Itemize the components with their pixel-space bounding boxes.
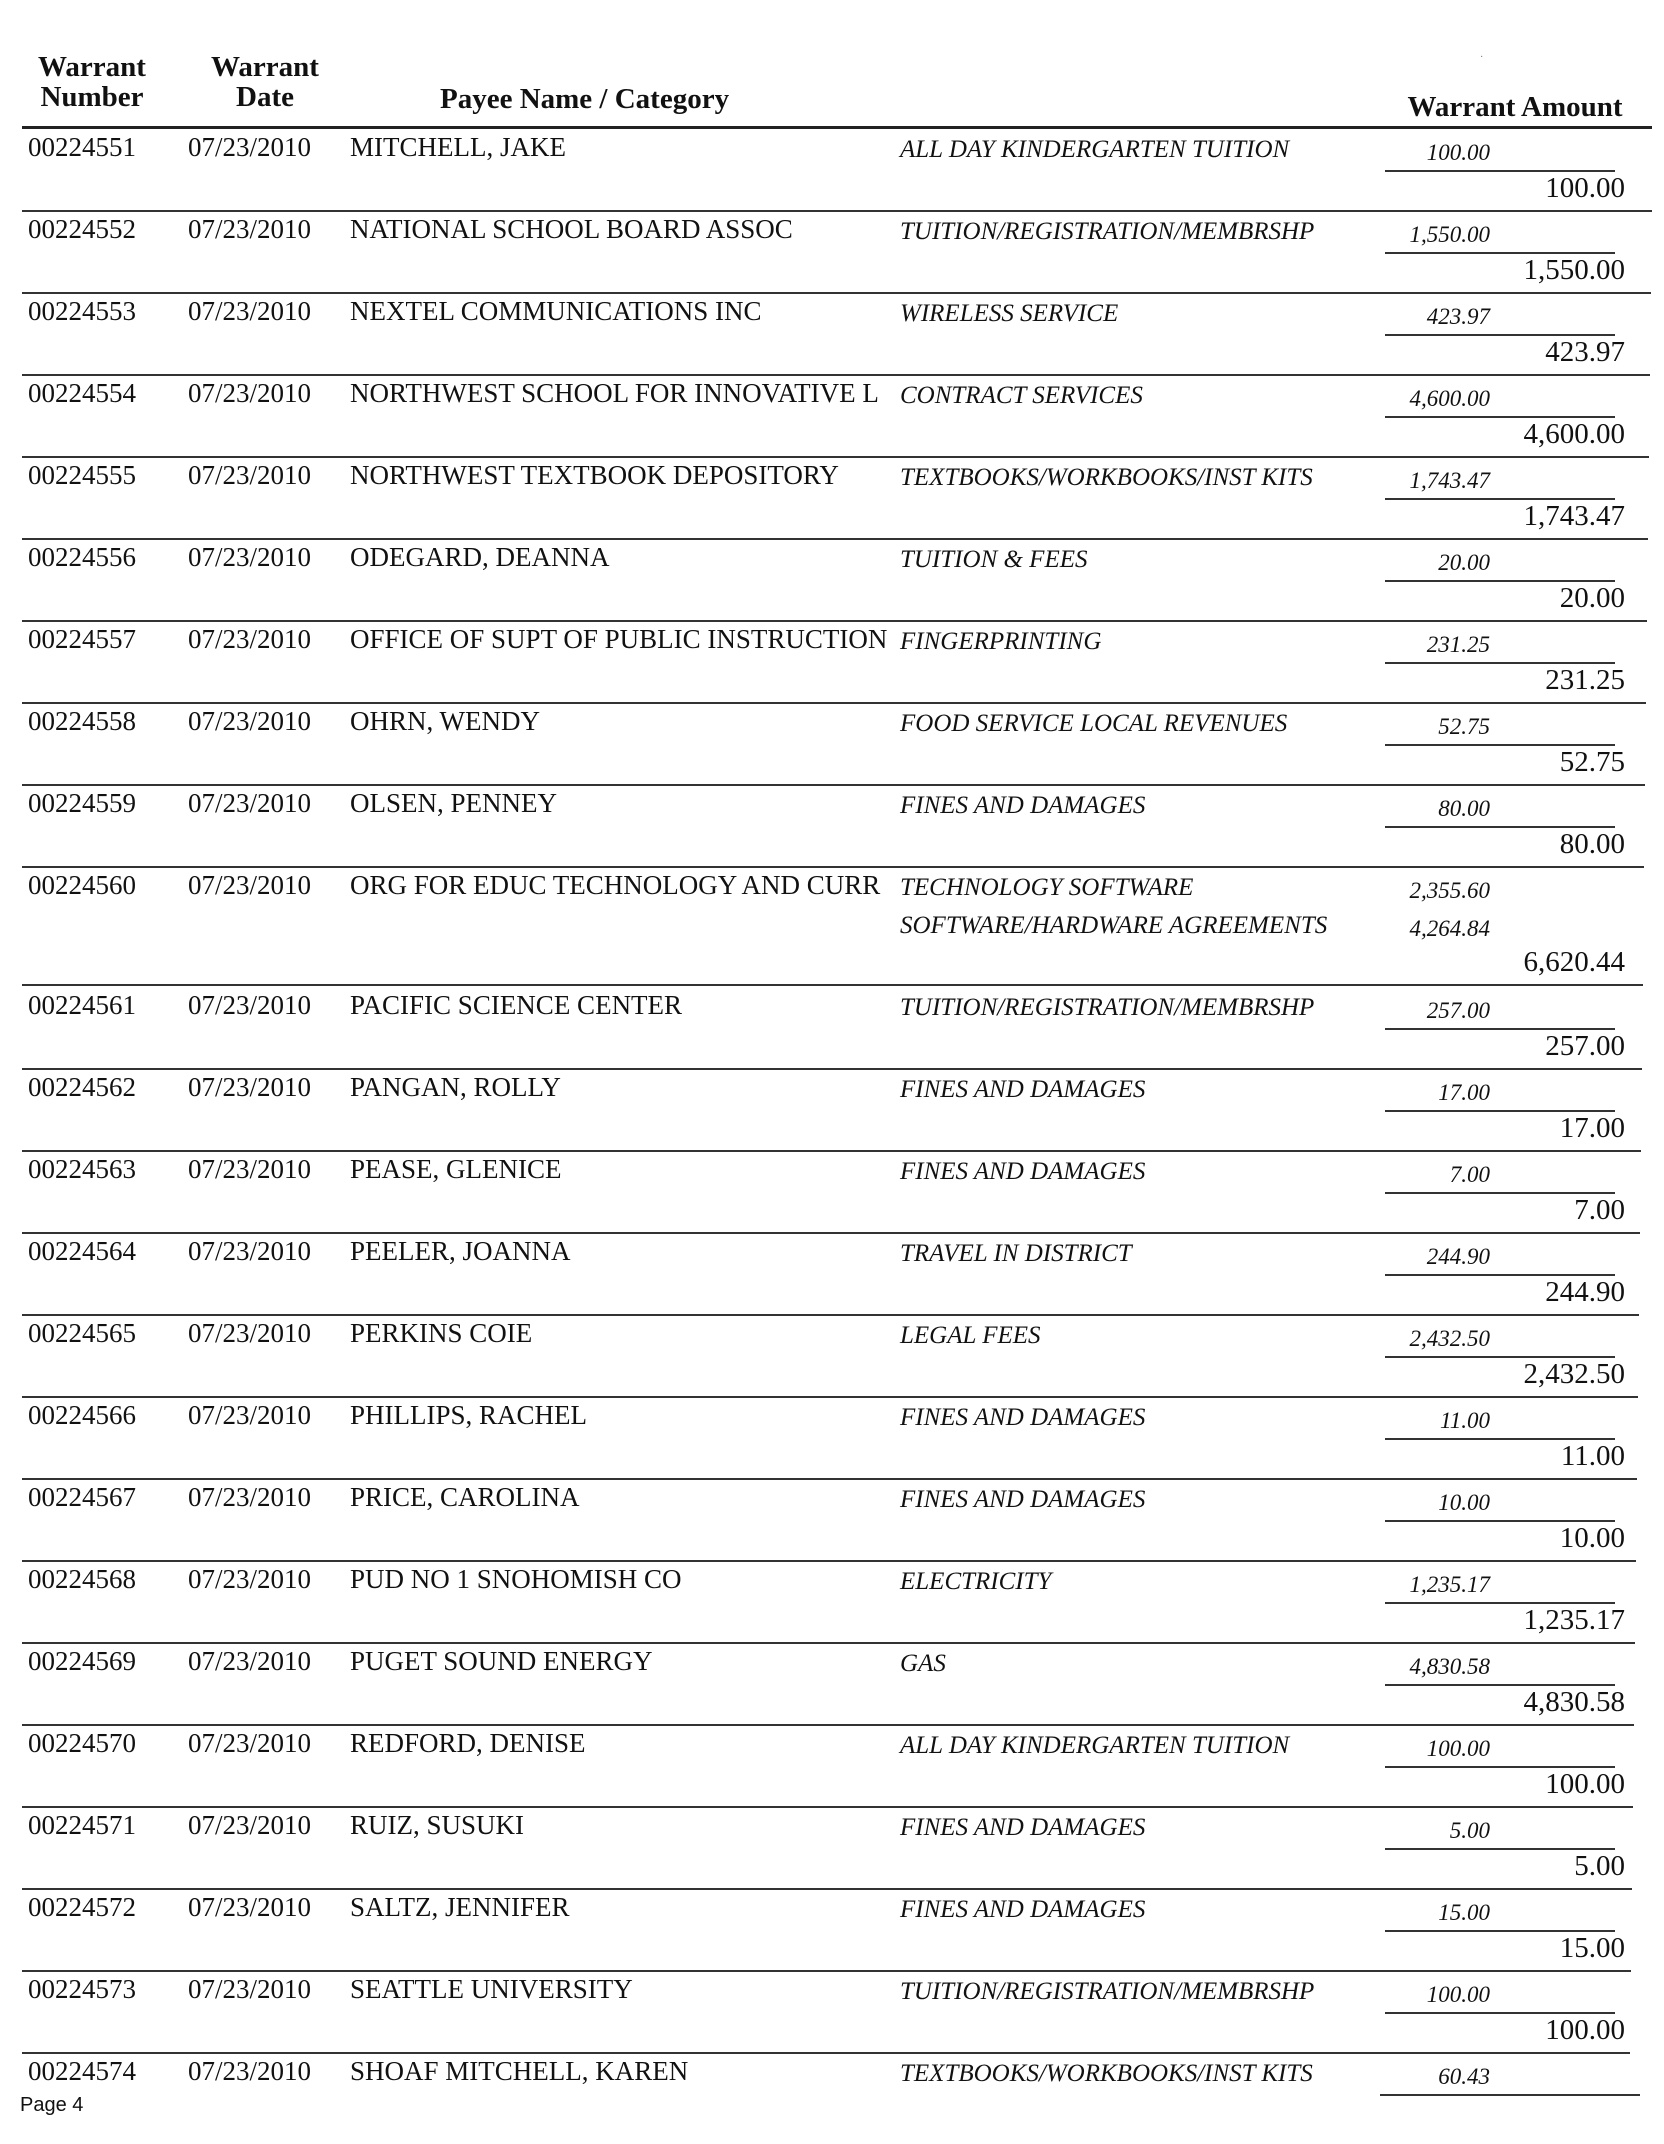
expense-category: FINES AND DAMAGES xyxy=(900,1404,1146,1431)
row-divider xyxy=(22,866,1644,868)
payee-name: MITCHELL, JAKE xyxy=(350,132,566,162)
line-amount: 15.00 xyxy=(1438,1900,1490,1925)
warrant-date: 07/23/2010 xyxy=(188,1154,312,1184)
payee-name: RUIZ, SUSUKI xyxy=(350,1810,525,1840)
row-divider xyxy=(22,1806,1633,1808)
warrant-number: 00224553 xyxy=(28,296,136,326)
warrant-date: 07/23/2010 xyxy=(188,2056,312,2086)
line-amount: 257.00 xyxy=(1426,998,1490,1023)
warrant-number: 00224559 xyxy=(28,788,136,818)
row-divider xyxy=(22,1150,1641,1152)
payee-name: PHILLIPS, RACHEL xyxy=(350,1400,588,1430)
warrant-total: 1,550.00 xyxy=(1523,254,1625,286)
warrant-date: 07/23/2010 xyxy=(188,296,312,326)
line-amount: 1,550.00 xyxy=(1409,222,1490,247)
row-divider xyxy=(22,1314,1639,1316)
expense-category: ELECTRICITY xyxy=(900,1568,1052,1595)
row-divider xyxy=(22,1642,1635,1644)
warrant-date: 07/23/2010 xyxy=(188,1072,312,1102)
warrant-number: 00224562 xyxy=(28,1072,136,1102)
warrant-date: 07/23/2010 xyxy=(188,788,312,818)
payee-name: ODEGARD, DEANNA xyxy=(350,542,610,572)
row-divider xyxy=(22,702,1646,704)
expense-category: TRAVEL IN DISTRICT xyxy=(900,1240,1132,1267)
warrant-date: 07/23/2010 xyxy=(188,460,312,490)
line-amount: 1,235.17 xyxy=(1409,1572,1490,1597)
expense-category: TUITION/REGISTRATION/MEMBRSHP xyxy=(900,1978,1315,2005)
warrant-total: 17.00 xyxy=(1559,1112,1625,1144)
expense-category: FOOD SERVICE LOCAL REVENUES xyxy=(900,710,1288,737)
row-divider xyxy=(22,1068,1642,1070)
line-amount: 1,743.47 xyxy=(1409,468,1490,493)
warrant-total: 4,830.58 xyxy=(1523,1686,1625,1718)
warrant-number: 00224574 xyxy=(28,2056,136,2086)
warrant-total: 423.97 xyxy=(1545,336,1625,368)
warrant-total: 80.00 xyxy=(1559,828,1625,860)
warrant-date: 07/23/2010 xyxy=(188,214,312,244)
line-amount: 423.97 xyxy=(1426,304,1490,329)
warrant-total: 244.90 xyxy=(1545,1276,1625,1308)
warrant-date: 07/23/2010 xyxy=(188,706,312,736)
warrant-date: 07/23/2010 xyxy=(188,1400,312,1430)
expense-category: FINES AND DAMAGES xyxy=(900,1158,1146,1185)
expense-category: WIRELESS SERVICE xyxy=(900,300,1119,327)
warrant-number: 00224552 xyxy=(28,214,136,244)
row-divider xyxy=(22,784,1645,786)
line-amount: 4,600.00 xyxy=(1409,386,1490,411)
expense-category: FINES AND DAMAGES xyxy=(900,1896,1146,1923)
warrant-number: 00224557 xyxy=(28,624,136,654)
warrant-date: 07/23/2010 xyxy=(188,624,312,654)
warrant-total: 100.00 xyxy=(1545,1768,1625,1800)
payee-name: SEATTLE UNIVERSITY xyxy=(350,1974,633,2004)
warrant-total: 1,235.17 xyxy=(1523,1604,1625,1636)
row-divider xyxy=(22,210,1652,212)
payee-name: OHRN, WENDY xyxy=(350,706,540,736)
row-divider xyxy=(22,1888,1632,1890)
warrant-total: 20.00 xyxy=(1559,582,1625,614)
row-divider xyxy=(22,538,1648,540)
expense-category: CONTRACT SERVICES xyxy=(900,382,1143,409)
warrant-total: 6,620.44 xyxy=(1523,946,1625,978)
row-divider xyxy=(22,292,1651,294)
warrant-total: 15.00 xyxy=(1559,1932,1625,1964)
warrant-total: 1,743.47 xyxy=(1523,500,1625,532)
line-amount: 11.00 xyxy=(1439,1408,1490,1433)
warrant-number: 00224568 xyxy=(28,1564,136,1594)
warrant-total: 5.00 xyxy=(1574,1850,1625,1882)
expense-category: TECHNOLOGY SOFTWARE xyxy=(900,874,1194,901)
warrant-date: 07/23/2010 xyxy=(188,542,312,572)
line-amount: 100.00 xyxy=(1426,1736,1490,1761)
payee-name: NORTHWEST TEXTBOOK DEPOSITORY xyxy=(350,460,839,490)
line-amount: 10.00 xyxy=(1438,1490,1490,1515)
expense-category: LEGAL FEES xyxy=(900,1322,1041,1349)
payee-name: ORG FOR EDUC TECHNOLOGY AND CURR xyxy=(350,870,881,900)
warrant-total: 231.25 xyxy=(1545,664,1625,696)
payee-name: PEASE, GLENICE xyxy=(350,1154,562,1184)
row-divider xyxy=(22,456,1649,458)
payee-name: NATIONAL SCHOOL BOARD ASSOC xyxy=(350,214,793,244)
row-divider xyxy=(22,984,1643,986)
warrant-date: 07/23/2010 xyxy=(188,990,312,1020)
row-divider xyxy=(22,1232,1640,1234)
warrant-number: 00224560 xyxy=(28,870,136,900)
warrant-number: 00224569 xyxy=(28,1646,136,1676)
warrant-number: 00224554 xyxy=(28,378,136,408)
payee-name: OLSEN, PENNEY xyxy=(350,788,557,818)
expense-category: ALL DAY KINDERGARTEN TUITION xyxy=(900,136,1290,163)
expense-category: SOFTWARE/HARDWARE AGREEMENTS xyxy=(900,912,1328,939)
warrant-number: 00224558 xyxy=(28,706,136,736)
line-amount: 244.90 xyxy=(1426,1244,1490,1269)
line-amount: 20.00 xyxy=(1438,550,1490,575)
payee-name: NEXTEL COMMUNICATIONS INC xyxy=(350,296,762,326)
warrant-number: 00224567 xyxy=(28,1482,136,1512)
line-amount: 100.00 xyxy=(1426,1982,1490,2007)
warrant-total: 2,432.50 xyxy=(1523,1358,1625,1390)
payee-name: PACIFIC SCIENCE CENTER xyxy=(350,990,683,1020)
header-divider xyxy=(22,126,1652,129)
scan-speck: · xyxy=(1480,52,1484,63)
line-amount: 2,355.60 xyxy=(1409,878,1490,903)
payee-name: PUGET SOUND ENERGY xyxy=(350,1646,653,1676)
warrant-date: 07/23/2010 xyxy=(188,1892,312,1922)
warrant-number: 00224565 xyxy=(28,1318,136,1348)
payee-name: PEELER, JOANNA xyxy=(350,1236,571,1266)
line-amount: 4,830.58 xyxy=(1409,1654,1490,1679)
warrant-date: 07/23/2010 xyxy=(188,378,312,408)
warrant-total: 100.00 xyxy=(1545,172,1625,204)
warrant-date: 07/23/2010 xyxy=(188,1810,312,1840)
line-amount: 17.00 xyxy=(1438,1080,1490,1105)
row-divider xyxy=(22,1724,1634,1726)
warrant-total: 4,600.00 xyxy=(1523,418,1625,450)
warrant-date: 07/23/2010 xyxy=(188,1974,312,2004)
expense-category: TUITION/REGISTRATION/MEMBRSHP xyxy=(900,994,1315,1021)
row-divider xyxy=(22,374,1650,376)
expense-category: TEXTBOOKS/WORKBOOKS/INST KITS xyxy=(900,2060,1313,2087)
payee-name: REDFORD, DENISE xyxy=(350,1728,586,1758)
line-amount: 5.00 xyxy=(1449,1818,1490,1843)
warrant-total: 7.00 xyxy=(1574,1194,1625,1226)
warrant-date: 07/23/2010 xyxy=(188,870,312,900)
payee-name: PERKINS COIE xyxy=(350,1318,533,1348)
warrant-number: 00224564 xyxy=(28,1236,136,1266)
line-amount: 52.75 xyxy=(1438,714,1490,739)
header-payee-category: Payee Name / Category xyxy=(440,83,730,115)
row-divider xyxy=(22,2052,1630,2054)
warrant-number: 00224555 xyxy=(28,460,136,490)
header-warrant-date: Warrant Date xyxy=(211,51,319,113)
row-divider xyxy=(1380,2094,1640,2096)
row-divider xyxy=(22,620,1647,622)
warrant-number: 00224563 xyxy=(28,1154,136,1184)
expense-category: FINES AND DAMAGES xyxy=(900,792,1146,819)
warrant-date: 07/23/2010 xyxy=(188,1482,312,1512)
warrant-date: 07/23/2010 xyxy=(188,1646,312,1676)
warrant-number: 00224556 xyxy=(28,542,136,572)
line-amount: 4,264.84 xyxy=(1409,916,1490,941)
payee-name: PRICE, CAROLINA xyxy=(350,1482,580,1512)
payee-name: PUD NO 1 SNOHOMISH CO xyxy=(350,1564,682,1594)
header-warrant-amount: Warrant Amount xyxy=(1407,91,1623,123)
payee-name: OFFICE OF SUPT OF PUBLIC INSTRUCTION xyxy=(350,624,888,654)
warrant-total: 52.75 xyxy=(1559,746,1625,778)
line-amount: 7.00 xyxy=(1449,1162,1490,1187)
row-divider xyxy=(22,1396,1638,1398)
line-amount: 2,432.50 xyxy=(1409,1326,1490,1351)
warrant-date: 07/23/2010 xyxy=(188,1564,312,1594)
payee-name: PANGAN, ROLLY xyxy=(350,1072,561,1102)
payee-name: SHOAF MITCHELL, KAREN xyxy=(350,2056,689,2086)
line-amount: 231.25 xyxy=(1426,632,1490,657)
page-number: Page 4 xyxy=(20,2094,84,2116)
warrant-date: 07/23/2010 xyxy=(188,132,312,162)
warrant-total: 100.00 xyxy=(1545,2014,1625,2046)
warrant-number: 00224566 xyxy=(28,1400,136,1430)
warrant-date: 07/23/2010 xyxy=(188,1728,312,1758)
warrant-date: 07/23/2010 xyxy=(188,1236,312,1266)
line-amount: 100.00 xyxy=(1426,140,1490,165)
warrant-total: 257.00 xyxy=(1545,1030,1625,1062)
expense-category: FINGERPRINTING xyxy=(900,628,1102,655)
expense-category: TEXTBOOKS/WORKBOOKS/INST KITS xyxy=(900,464,1313,491)
expense-category: FINES AND DAMAGES xyxy=(900,1814,1146,1841)
row-divider xyxy=(22,1970,1631,1972)
expense-category: TUITION/REGISTRATION/MEMBRSHP xyxy=(900,218,1315,245)
warrant-number: 00224551 xyxy=(28,132,136,162)
warrant-number: 00224571 xyxy=(28,1810,136,1840)
warrant-number: 00224573 xyxy=(28,1974,136,2004)
warrant-number: 00224570 xyxy=(28,1728,136,1758)
warrant-number: 00224572 xyxy=(28,1892,136,1922)
line-amount: 60.43 xyxy=(1438,2064,1490,2089)
expense-category: ALL DAY KINDERGARTEN TUITION xyxy=(900,1732,1290,1759)
payee-name: NORTHWEST SCHOOL FOR INNOVATIVE L xyxy=(350,378,879,408)
expense-category: FINES AND DAMAGES xyxy=(900,1076,1146,1103)
expense-category: GAS xyxy=(900,1650,946,1677)
header-warrant-number: Warrant Number xyxy=(38,51,146,113)
row-divider xyxy=(22,1560,1636,1562)
warrant-total: 10.00 xyxy=(1559,1522,1625,1554)
expense-category: TUITION & FEES xyxy=(900,546,1088,573)
warrant-date: 07/23/2010 xyxy=(188,1318,312,1348)
warrant-total: 11.00 xyxy=(1560,1440,1625,1472)
expense-category: FINES AND DAMAGES xyxy=(900,1486,1146,1513)
payee-name: SALTZ, JENNIFER xyxy=(350,1892,570,1922)
warrant-number: 00224561 xyxy=(28,990,136,1020)
line-amount: 80.00 xyxy=(1438,796,1490,821)
row-divider xyxy=(22,1478,1637,1480)
